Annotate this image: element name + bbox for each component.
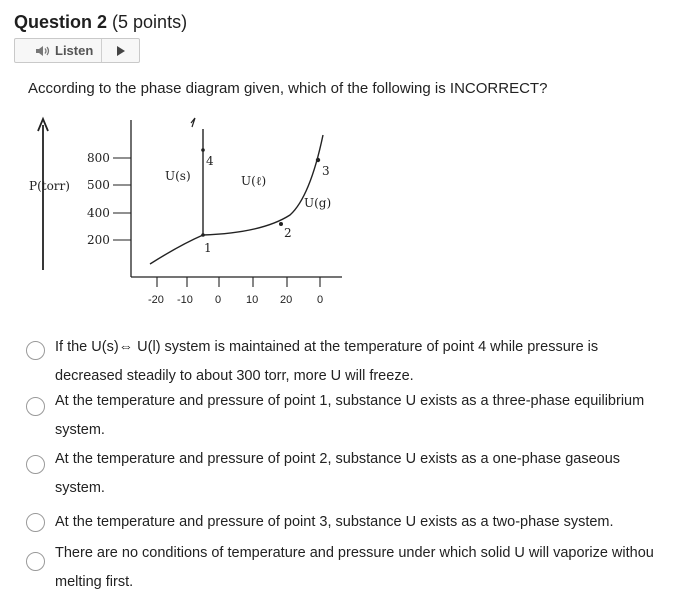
x-tick-label: 0 xyxy=(215,294,222,306)
point-4-label: 4 xyxy=(206,154,214,168)
speaker-icon xyxy=(35,45,51,57)
option-line: melting first. xyxy=(55,574,134,590)
small-arrow xyxy=(191,118,195,127)
option-line: There are no conditions of temperature and pressure under which solid U will vaporize withou xyxy=(55,545,654,561)
region-solid-label: U(s) xyxy=(165,169,191,183)
radio-button[interactable] xyxy=(26,397,45,416)
option-text xyxy=(55,445,698,503)
option-line: system. xyxy=(55,480,105,496)
x-tick-label: -10 xyxy=(177,294,193,306)
point-3-dot xyxy=(316,158,320,162)
question-text: According to the phase diagram given, which of the following is INCORRECT? xyxy=(28,80,548,97)
sublimation-curve xyxy=(150,235,203,264)
radio-button[interactable] xyxy=(26,552,45,571)
option-text xyxy=(55,333,698,391)
phase-diagram xyxy=(0,105,380,310)
option-line: decreased steadily to about 300 torr, more U will freeze. xyxy=(55,368,414,384)
y-axis-label: P(torr) xyxy=(29,179,70,193)
option-text xyxy=(55,387,698,445)
radio-button[interactable] xyxy=(26,341,45,360)
play-button[interactable] xyxy=(102,39,139,62)
point-1-dot xyxy=(201,233,205,237)
y-tick-label: 400 xyxy=(87,206,110,220)
x-tick-label: 0 xyxy=(317,294,324,306)
listen-label: Listen xyxy=(55,43,94,58)
question-title xyxy=(14,12,187,33)
point-2-dot xyxy=(279,222,283,226)
radio-button[interactable] xyxy=(26,513,45,532)
question-label: Question 2 xyxy=(14,12,108,32)
option-line: If the U(s)⇔ U(l) system is maintained at the temperature of point 4 while pressure is xyxy=(55,339,599,355)
region-gas-label: U(g) xyxy=(304,196,332,210)
option-text xyxy=(55,508,698,537)
point-1-label: 1 xyxy=(204,241,212,255)
x-tick-label: 10 xyxy=(246,294,259,306)
region-liquid-label: U(ℓ) xyxy=(241,174,267,188)
x-tick-label: -20 xyxy=(148,294,164,306)
listen-player xyxy=(14,38,140,63)
option-line: At the temperature and pressure of point 2, substance U exists as a one-phase gaseous xyxy=(55,451,621,467)
option-line: At the temperature and pressure of point 1, substance U exists as a three-phase equilibrium xyxy=(55,393,645,409)
y-tick-label: 800 xyxy=(87,151,110,165)
y-tick-label: 500 xyxy=(87,178,110,192)
play-icon xyxy=(116,45,126,57)
point-3-label: 3 xyxy=(322,164,330,178)
point-2-label: 2 xyxy=(284,226,292,240)
x-tick-label: 20 xyxy=(280,294,293,306)
option-line: At the temperature and pressure of point 3, substance U exists as a two-phase system. xyxy=(55,514,614,530)
option-line: system. xyxy=(55,422,105,438)
point-4-dot xyxy=(201,148,205,152)
radio-button[interactable] xyxy=(26,455,45,474)
listen-button[interactable] xyxy=(15,39,102,62)
y-tick-label: 200 xyxy=(87,233,110,247)
option-text xyxy=(55,539,698,597)
question-points: (5 points) xyxy=(112,12,188,32)
